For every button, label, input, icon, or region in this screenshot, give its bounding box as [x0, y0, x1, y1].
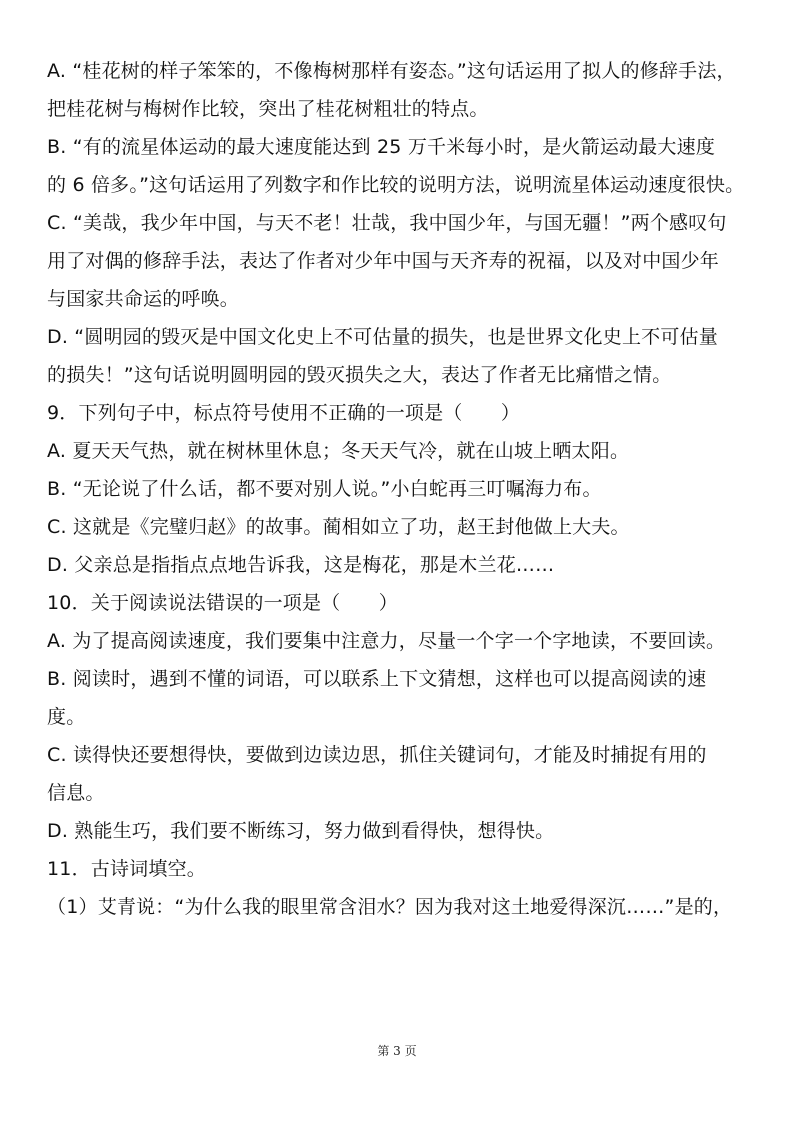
option-b-line-2: 的 6 倍多。”这句话运用了列数字和作比较的说明方法，说明流星体运动速度很快。 — [47, 174, 745, 196]
q9-option-b: B. “无论说了什么话，都不要对别人说。”小白蛇再三叮嘱海力布。 — [47, 478, 602, 500]
option-a-line-2: 把桂花树与梅树作比较，突出了桂花树粗壮的特点。 — [47, 98, 489, 120]
option-d-line-1: D. “圆明园的毁灭是中国文化史上不可估量的损失，也是世界文化史上不可估量 — [47, 326, 718, 348]
question-9: 9．下列句子中，标点符号使用不正确的一项是（ ） — [47, 402, 521, 424]
option-c-line-3: 与国家共命运的呼唤。 — [47, 288, 240, 310]
option-b-line-1: B. “有的流星体运动的最大速度能达到 25 万千米每小时，是火箭运动最大速度 — [47, 136, 716, 158]
q9-option-c: C. 这就是《完璧归赵》的故事。蔺相如立了功，赵王封他做上大夫。 — [47, 516, 630, 538]
option-c-line-1: C. “美哉，我少年中国，与天不老！壮哉，我中国少年，与国无疆！”两个感叹句 — [47, 212, 727, 234]
q11-part-1: （1）艾青说：“为什么我的眼里常含泪水？因为我对这土地爱得深沉……”是的， — [47, 896, 733, 918]
option-a-line-1: A. “桂花树的样子笨笨的，不像梅树那样有姿态。”这句话运用了拟人的修辞手法， — [47, 60, 736, 82]
question-11: 11．古诗词填空。 — [47, 858, 206, 880]
document-body — [47, 52, 759, 926]
option-c-line-2: 用了对偶的修辞手法，表达了作者对少年中国与天齐寿的祝福，以及对中国少年 — [47, 250, 720, 272]
option-d-line-2: 的损失！”这句话说明圆明园的毁灭损失之大，表达了作者无比痛惜之情。 — [47, 364, 672, 386]
q9-option-a: A. 夏天天气热，就在树林里休息；冬天天气冷，就在山坡上晒太阳。 — [47, 440, 630, 462]
q10-option-c-line-1: C. 读得快还要想得快，要做到边读边思，抓住关键词句，才能及时捕捉有用的 — [47, 744, 707, 766]
q10-option-b-line-1: B. 阅读时，遇到不懂的词语，可以联系上下文猜想，这样也可以提高阅读的速 — [47, 668, 707, 690]
q10-option-c-line-2: 信息。 — [47, 782, 105, 804]
q10-option-a: A. 为了提高阅读速度，我们要集中注意力，尽量一个字一个字地读，不要回读。 — [47, 630, 726, 652]
page-number: 第 3 页 — [377, 1044, 417, 1058]
q9-option-d: D. 父亲总是指指点点地告诉我，这是梅花，那是木兰花…… — [47, 554, 555, 576]
q10-option-d: D. 熟能生巧，我们要不断练习，努力做到看得快，想得快。 — [47, 820, 555, 842]
question-10: 10．关于阅读说法错误的一项是（ ） — [47, 592, 398, 614]
q10-option-b-line-2: 度。 — [47, 706, 86, 728]
